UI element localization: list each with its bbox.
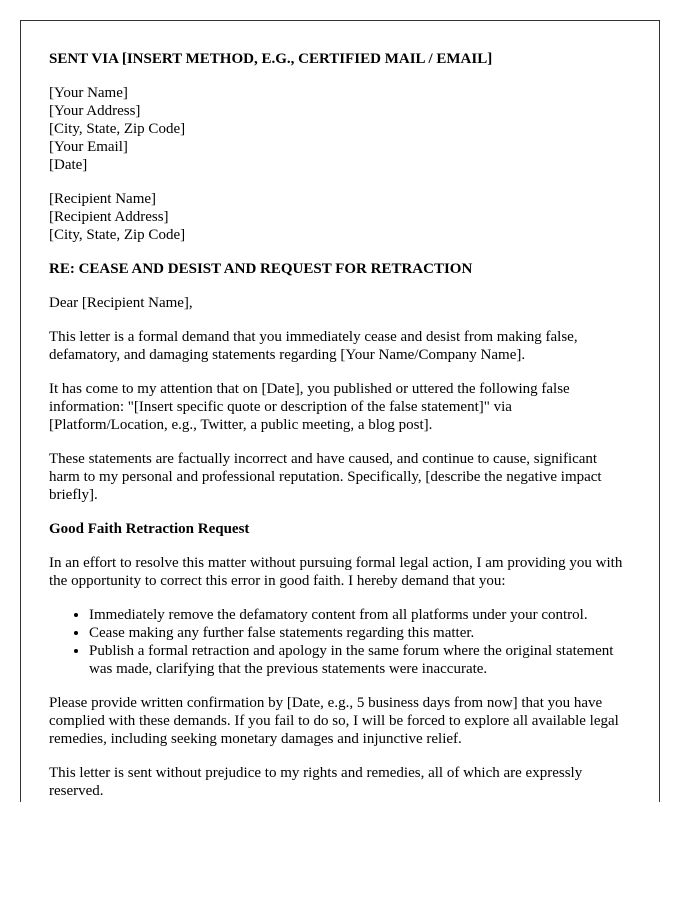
section-heading: Good Faith Retraction Request: [49, 521, 250, 537]
letter-page: [20, 20, 660, 802]
closing-paragraph: Please provide written confirmation by [Date, e.g., 5 business days from now] that you have complied with these demands. If you fail to do so, I will be forced to explore all available legal remedies, including seeking monetary damages and injunctive relief.: [49, 695, 619, 747]
recipient-name: [Recipient Name]: [49, 191, 157, 207]
body-paragraph: These statements are factually incorrect and have caused, and continue to cause, significant harm to my personal and professional reputation. Specifically, [describe the negative impact briefly].: [49, 451, 602, 503]
body-paragraph: This letter is a formal demand that you immediately cease and desist from making false, defamatory, and damaging statements regarding [Your Name/Company Name].: [49, 329, 578, 363]
letter-date: [Date]: [49, 157, 88, 173]
body-paragraph: It has come to my attention that on [Date], you published or uttered the following false information: "[Insert specific quote or description of the false statement]" via [Platform/Location, e.g., Twitter, a public meeting, a blog post].: [49, 381, 570, 433]
sender-address: [Your Address]: [49, 103, 141, 119]
closing-paragraph: This letter is sent without prejudice to my rights and remedies, all of which are expressly reserved.: [49, 765, 583, 799]
recipient-address: [Recipient Address]: [49, 209, 169, 225]
sender-name: [Your Name]: [49, 85, 128, 101]
section-intro: In an effort to resolve this matter without pursuing formal legal action, I am providing you with the opportunity to correct this error in good faith. I hereby demand that you:: [49, 555, 623, 589]
recipient-address-block: [49, 190, 631, 244]
sender-email: [Your Email]: [49, 139, 128, 155]
salutation: Dear [Recipient Name],: [49, 295, 193, 311]
sender-city: [City, State, Zip Code]: [49, 121, 186, 137]
sent-via-heading: SENT VIA [INSERT METHOD, E.G., CERTIFIED MAIL / EMAIL]: [49, 51, 493, 67]
list-item: • Cease making any further false statements regarding this matter.: [89, 624, 631, 642]
recipient-city: [City, State, Zip Code]: [49, 227, 186, 243]
demands-list: [49, 606, 631, 678]
sender-address-block: [49, 84, 631, 174]
list-item: • Immediately remove the defamatory content from all platforms under your control.: [89, 606, 631, 624]
list-item: • Publish a formal retraction and apology in the same forum where the original statement was made, clarifying that the previous statements were inaccurate.: [89, 642, 631, 678]
subject-line: RE: CEASE AND DESIST AND REQUEST FOR RETRACTION: [49, 261, 473, 277]
